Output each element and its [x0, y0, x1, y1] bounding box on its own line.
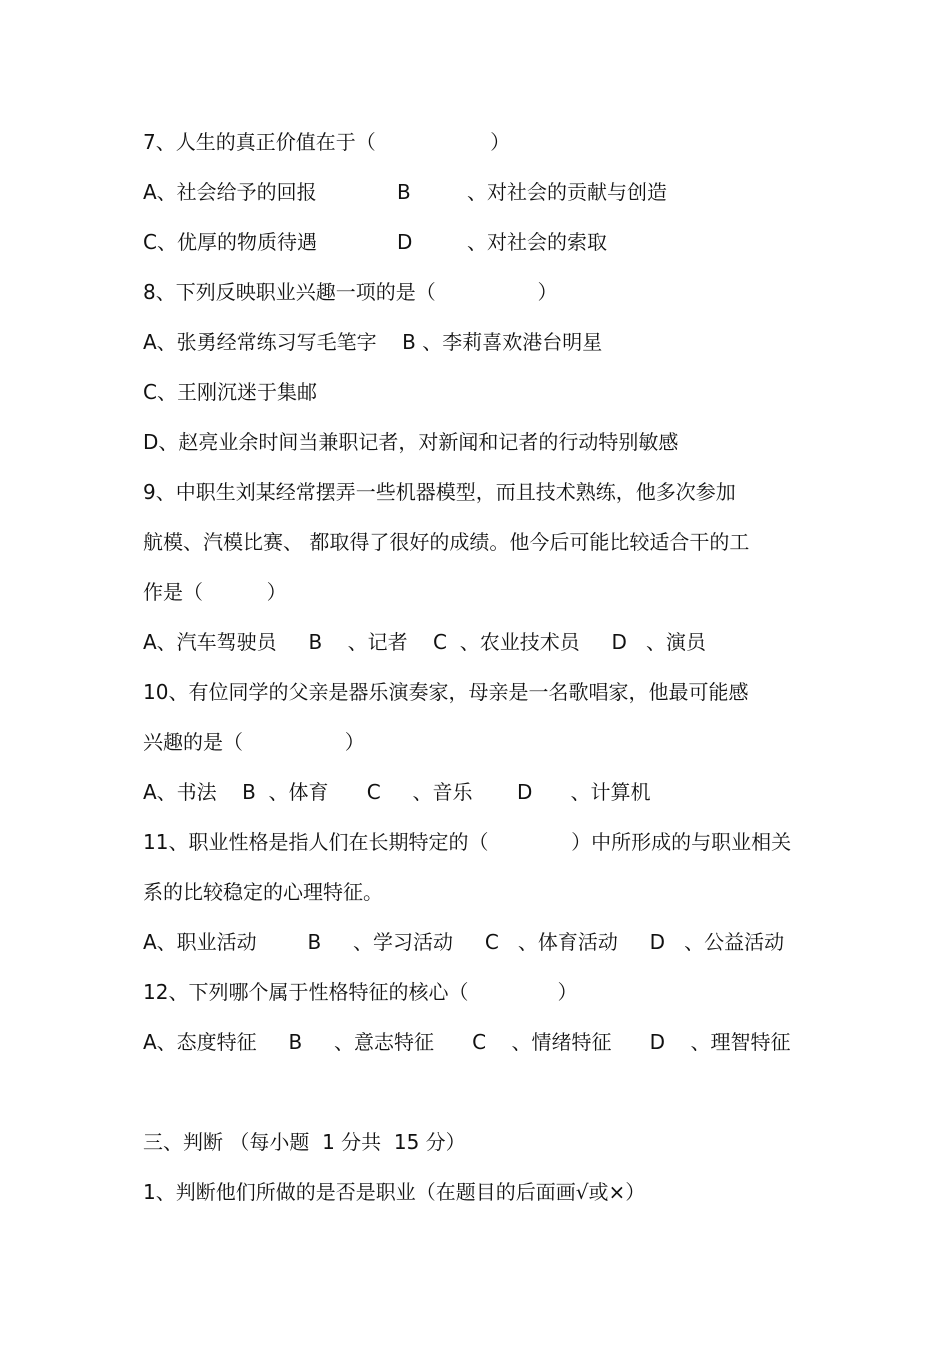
- question-10-options: A、书法 B 、体育 C 、音乐 D 、计算机: [143, 780, 651, 804]
- option-d-letter: D: [397, 230, 413, 254]
- question-8-option-c: C、王刚沉迷于集邮: [143, 380, 317, 404]
- option-c: C、优厚的物质待遇: [143, 230, 317, 254]
- section-3-question-1: 1、判断他们所做的是否是职业（在题目的后面画√或×）: [143, 1180, 646, 1204]
- question-10-line-2: 兴趣的是（ ）: [143, 730, 365, 754]
- question-8-stem: 8、下列反映职业兴趣一项的是（ ）: [143, 280, 558, 304]
- question-7-options-cd: [143, 230, 843, 254]
- question-11-options: A、职业活动 B 、学习活动 C 、体育活动 D 、公益活动: [143, 930, 785, 954]
- question-12-options: A、态度特征 B 、意志特征 C 、情绪特征 D 、理智特征: [143, 1030, 791, 1054]
- question-12-stem: 12、下列哪个属于性格特征的核心（ ）: [143, 980, 578, 1004]
- question-9-line-2: 航模、汽模比赛、 都取得了很好的成绩。他今后可能比较适合干的工: [143, 530, 750, 554]
- section-3-heading: 三、判断 （每小题 1 分共 15 分）: [143, 1130, 466, 1154]
- question-11-line-2: 系的比较稳定的心理特征。: [143, 880, 383, 904]
- question-7-options-ab: [143, 180, 843, 204]
- option-a: A、社会给予的回报: [143, 180, 317, 204]
- question-8-option-d: D、赵亮业余时间当兼职记者，对新闻和记者的行动特别敏感: [143, 430, 679, 454]
- question-7-stem: 7、人生的真正价值在于（ ）: [143, 130, 511, 154]
- option-b-text: 、对社会的贡献与创造: [467, 180, 667, 204]
- question-9-line-3: 作是（ ）: [143, 580, 287, 604]
- option-d-text: 、对社会的索取: [467, 230, 607, 254]
- question-8-options-ab: A、张勇经常练习写毛笔字 B 、李莉喜欢港台明星: [143, 330, 603, 354]
- question-9-options: A、汽车驾驶员 B 、记者 C 、农业技术员 D 、演员: [143, 630, 706, 654]
- question-10-line-1: 10、有位同学的父亲是器乐演奏家，母亲是一名歌唱家，他最可能感: [143, 680, 749, 704]
- question-11-line-1: 11、职业性格是指人们在长期特定的（ ）中所形成的与职业相关: [143, 830, 792, 854]
- question-9-line-1: 9、中职生刘某经常摆弄一些机器模型，而且技术熟练，他多次参加: [143, 480, 736, 504]
- option-b-letter: B: [397, 180, 411, 204]
